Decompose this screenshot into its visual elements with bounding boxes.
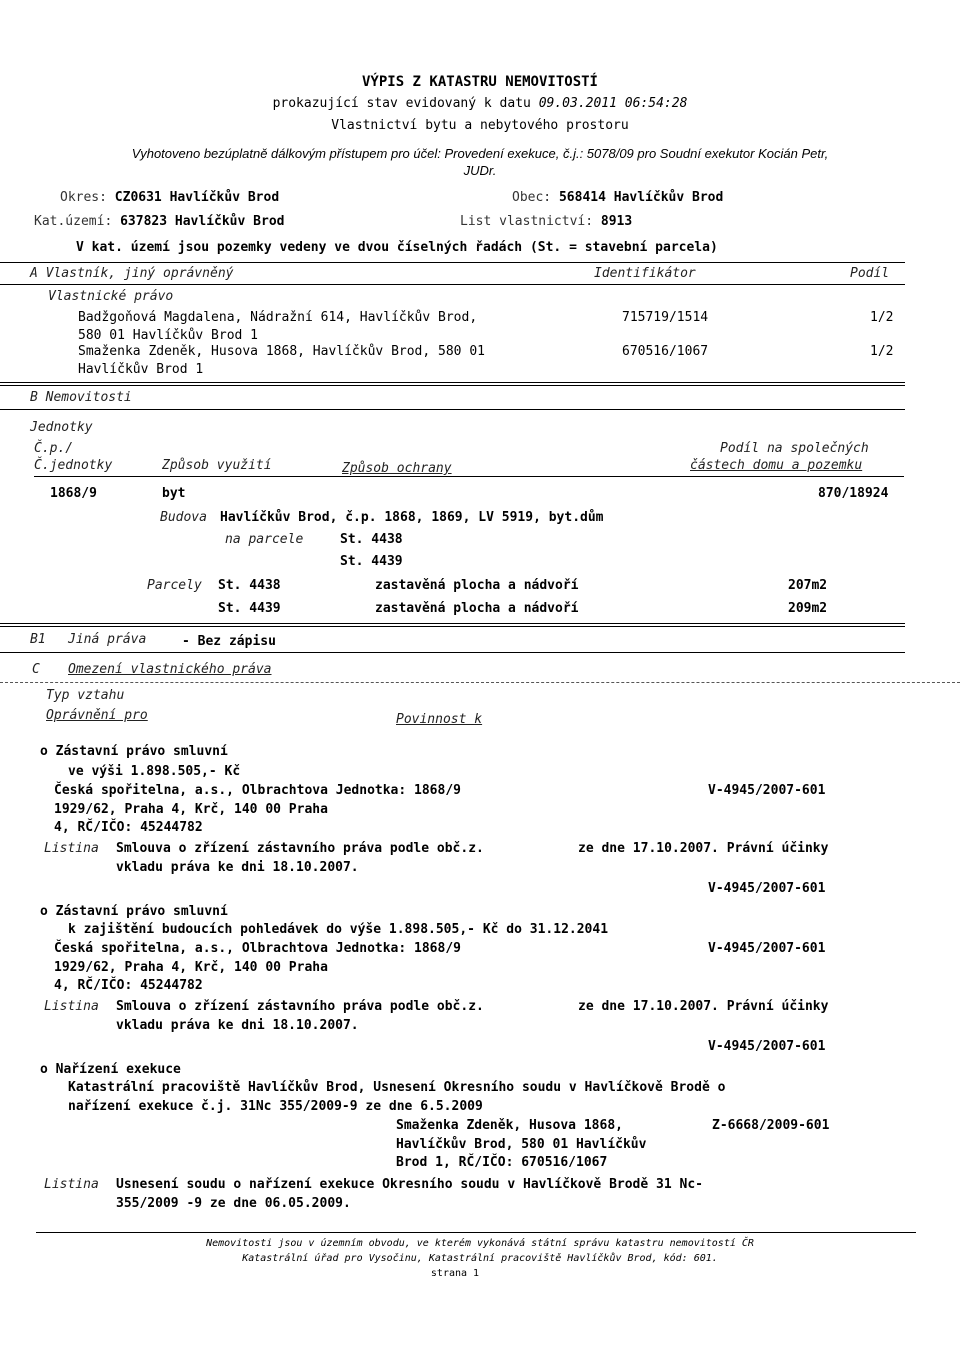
encumbrance-2-listina-label: Listina — [44, 999, 99, 1014]
col-ochrana: Způsob ochrany — [342, 461, 452, 476]
obec-value: 568414 Havlíčkův Brod — [558, 190, 724, 205]
encumbrance-1-listina: Smlouva o zřízení zástavního práva podle obč.z. — [116, 841, 484, 856]
encumbrance-3-party-line: Brod 1, RČ/IČO: 670516/1067 — [396, 1155, 608, 1170]
section-b1-code: B1 — [30, 632, 46, 647]
parcel-2-area: 209m2 — [788, 601, 828, 616]
encumbrance-3-listina-label: Listina — [44, 1177, 99, 1192]
parcely-label: Parcely — [147, 578, 202, 593]
encumbrance-1-listina-line2: vkladu práva ke dni 18.10.2007. — [116, 860, 359, 875]
okres-label: Okres: — [60, 190, 107, 205]
owner-1-line1: Badžgoňová Magdalena, Nádražní 614, Havlíčkův Brod, — [78, 310, 478, 325]
obec-label: Obec: — [512, 190, 552, 205]
divider — [0, 623, 905, 627]
col-cp: Č.p./ — [34, 441, 74, 456]
lv-label: List vlastnictví: — [460, 214, 594, 229]
encumbrance-3-title: o Nařízení exekuce — [40, 1062, 181, 1077]
encumbrance-3-line1: Katastrální pracoviště Havlíčkův Brod, Usnesení Okresního soudu v Havlíčkově Brodě o — [68, 1080, 726, 1095]
encumbrance-3-party-line: Havlíčkův Brod, 580 01 Havlíčkův — [396, 1137, 647, 1152]
jednotky-heading: Jednotky — [30, 420, 93, 435]
encumbrance-2-listina-line2: vkladu práva ke dni 18.10.2007. — [116, 1018, 359, 1033]
budova-label: Budova — [160, 510, 207, 525]
page-number: strana 1 — [430, 1268, 480, 1279]
parcele-label: na parcele — [225, 532, 304, 547]
parcele-1: St. 4438 — [340, 532, 403, 547]
owner-1-share: 1/2 — [870, 310, 894, 325]
encumbrance-1-listina-label: Listina — [44, 841, 99, 856]
divider — [34, 476, 904, 477]
section-a-share-header: Podíl — [850, 266, 890, 281]
owner-1-id: 715719/1514 — [622, 310, 709, 325]
encumbrance-2-line: k zajištění budoucích pohledávek do výše 1.898.505,- Kč do 31.12.2041 — [68, 922, 609, 937]
parcel-2-type: zastavěná plocha a nádvoří — [375, 601, 579, 616]
katuzemi-label: Kat.území: — [34, 214, 113, 229]
section-a-id-header: Identifikátor — [594, 266, 696, 281]
typ-vztahu-header: Typ vztahu — [46, 688, 125, 703]
parcel-2-number: St. 4439 — [218, 601, 281, 616]
unit-share: 870/18924 — [818, 486, 889, 501]
povinnost-k-header: Povinnost k — [396, 712, 483, 727]
document-subtitle — [0, 96, 960, 111]
encumbrance-3-line2: nařízení exekuce č.j. 31Nc 355/2009-9 ze dne 6.5.2009 — [68, 1099, 483, 1114]
section-c-label: Omezení vlastnického práva — [68, 662, 272, 677]
owner-2-line2: Havlíčkův Brod 1 — [78, 362, 204, 377]
encumbrance-2-line: 1929/62, Praha 4, Krč, 140 00 Praha — [54, 960, 328, 975]
section-b1-value: - Bez zápisu — [182, 634, 276, 649]
katuzemi-row — [34, 214, 284, 229]
divider — [0, 682, 960, 683]
encumbrance-1-line: ve výši 1.898.505,- Kč — [68, 764, 241, 779]
encumbrance-2-listina: Smlouva o zřízení zástavního práva podle obč.z. — [116, 999, 484, 1014]
col-podil-line1: Podíl na společných — [720, 441, 869, 456]
section-b-heading: B Nemovitosti — [30, 390, 132, 405]
encumbrance-3-ref: Z-6668/2009-601 — [712, 1118, 830, 1133]
owner-1-line2: 580 01 Havlíčkův Brod 1 — [78, 328, 259, 343]
encumbrance-3-listina: Usnesení soudu o nařízení exekuce Okresního soudu v Havlíčkově Brodě 31 Nc- — [116, 1177, 703, 1192]
opravneni-pro-header: Oprávnění pro — [46, 708, 148, 723]
footer-line2: Katastrální úřad pro Vysočinu, Katastrální pracoviště Havlíčkův Brod, kód: 601. — [242, 1253, 718, 1264]
document-date: 09.03.2011 06:54:28 — [538, 96, 688, 111]
encumbrance-1-line: 1929/62, Praha 4, Krč, 140 00 Praha — [54, 802, 328, 817]
encumbrance-1-ref: V-4945/2007-601 — [708, 783, 826, 798]
section-b1-label: Jiná práva — [68, 632, 147, 647]
col-jednotky: Č.jednotky — [34, 458, 113, 473]
parcele-2: St. 4439 — [340, 554, 403, 569]
okres-row — [60, 190, 279, 205]
divider — [0, 409, 905, 410]
section-c-code: C — [32, 662, 40, 677]
subtitle-prefix: prokazující stav evidovaný k datu — [272, 96, 531, 111]
footer-divider — [36, 1232, 916, 1233]
obec-row — [512, 190, 723, 205]
unit-use: byt — [162, 486, 186, 501]
encumbrance-1-listina-date: ze dne 17.10.2007. Právní účinky — [578, 841, 829, 856]
katuzemi-value: 637823 Havlíčkův Brod — [120, 214, 285, 229]
unit-number: 1868/9 — [50, 486, 97, 501]
purpose-note-line2: JUDr. — [463, 163, 497, 178]
encumbrance-1-ref2: V-4945/2007-601 — [708, 881, 826, 896]
encumbrance-1-title: o Zástavní právo smluvní — [40, 744, 228, 759]
col-vyuziti: Způsob využití — [162, 458, 272, 473]
col-podil-line2: částech domu a pozemku — [690, 458, 863, 473]
encumbrance-2-ref2: V-4945/2007-601 — [708, 1039, 826, 1054]
parcel-1-number: St. 4438 — [218, 578, 281, 593]
document-title: VÝPIS Z KATASTRU NEMOVITOSTÍ — [361, 74, 598, 90]
owner-2-line1: Smaženka Zdeněk, Husova 1868, Havlíčkův Brod, 580 01 — [78, 344, 485, 359]
encumbrance-2-line: Česká spořitelna, a.s., Olbrachtova Jednotka: 1868/9 — [54, 941, 461, 956]
encumbrance-1-line: Česká spořitelna, a.s., Olbrachtova Jednotka: 1868/9 — [54, 783, 461, 798]
encumbrance-2-listina-date: ze dne 17.10.2007. Právní účinky — [578, 999, 829, 1014]
footer-line1: Nemovitosti jsou v územním obvodu, ve kterém vykonává státní správu katastru nemovitostí ČR — [206, 1238, 754, 1249]
section-a-heading: A Vlastník, jiný oprávněný — [30, 266, 234, 281]
ownership-heading: Vlastnické právo — [48, 289, 174, 304]
purpose-note-line1: Vyhotoveno bezúplatně dálkovým přístupem pro účel: Provedení exekuce, č.j.: 5078/09 pro Soudní exekutor Kocián Petr, — [131, 146, 829, 161]
document-subtitle-2: Vlastnictví bytu a nebytového prostoru — [331, 118, 629, 133]
encumbrance-3-listina-line2: 355/2009 -9 ze dne 06.05.2009. — [116, 1196, 351, 1211]
parcel-1-area: 207m2 — [788, 578, 828, 593]
encumbrance-2-ref: V-4945/2007-601 — [708, 941, 826, 956]
divider — [0, 262, 905, 263]
encumbrance-3-party-line: Smaženka Zdeněk, Husova 1868, — [396, 1118, 623, 1133]
numbering-note: V kat. území jsou pozemky vedeny ve dvou číselných řadách (St. = stavební parcela) — [76, 240, 718, 255]
owner-2-id: 670516/1067 — [622, 344, 709, 359]
encumbrance-1-line: 4, RČ/IČO: 45244782 — [54, 820, 203, 835]
encumbrance-2-title: o Zástavní právo smluvní — [40, 904, 228, 919]
divider — [0, 382, 905, 386]
owner-2-share: 1/2 — [870, 344, 894, 359]
divider — [0, 652, 905, 653]
lv-row — [460, 214, 632, 229]
okres-value: CZ0631 Havlíčkův Brod — [114, 190, 280, 205]
lv-value: 8913 — [600, 214, 633, 229]
budova-value: Havlíčkův Brod, č.p. 1868, 1869, LV 5919, byt.dům — [220, 510, 604, 525]
parcel-1-type: zastavěná plocha a nádvoří — [375, 578, 579, 593]
encumbrance-2-line: 4, RČ/IČO: 45244782 — [54, 978, 203, 993]
divider — [0, 284, 905, 285]
